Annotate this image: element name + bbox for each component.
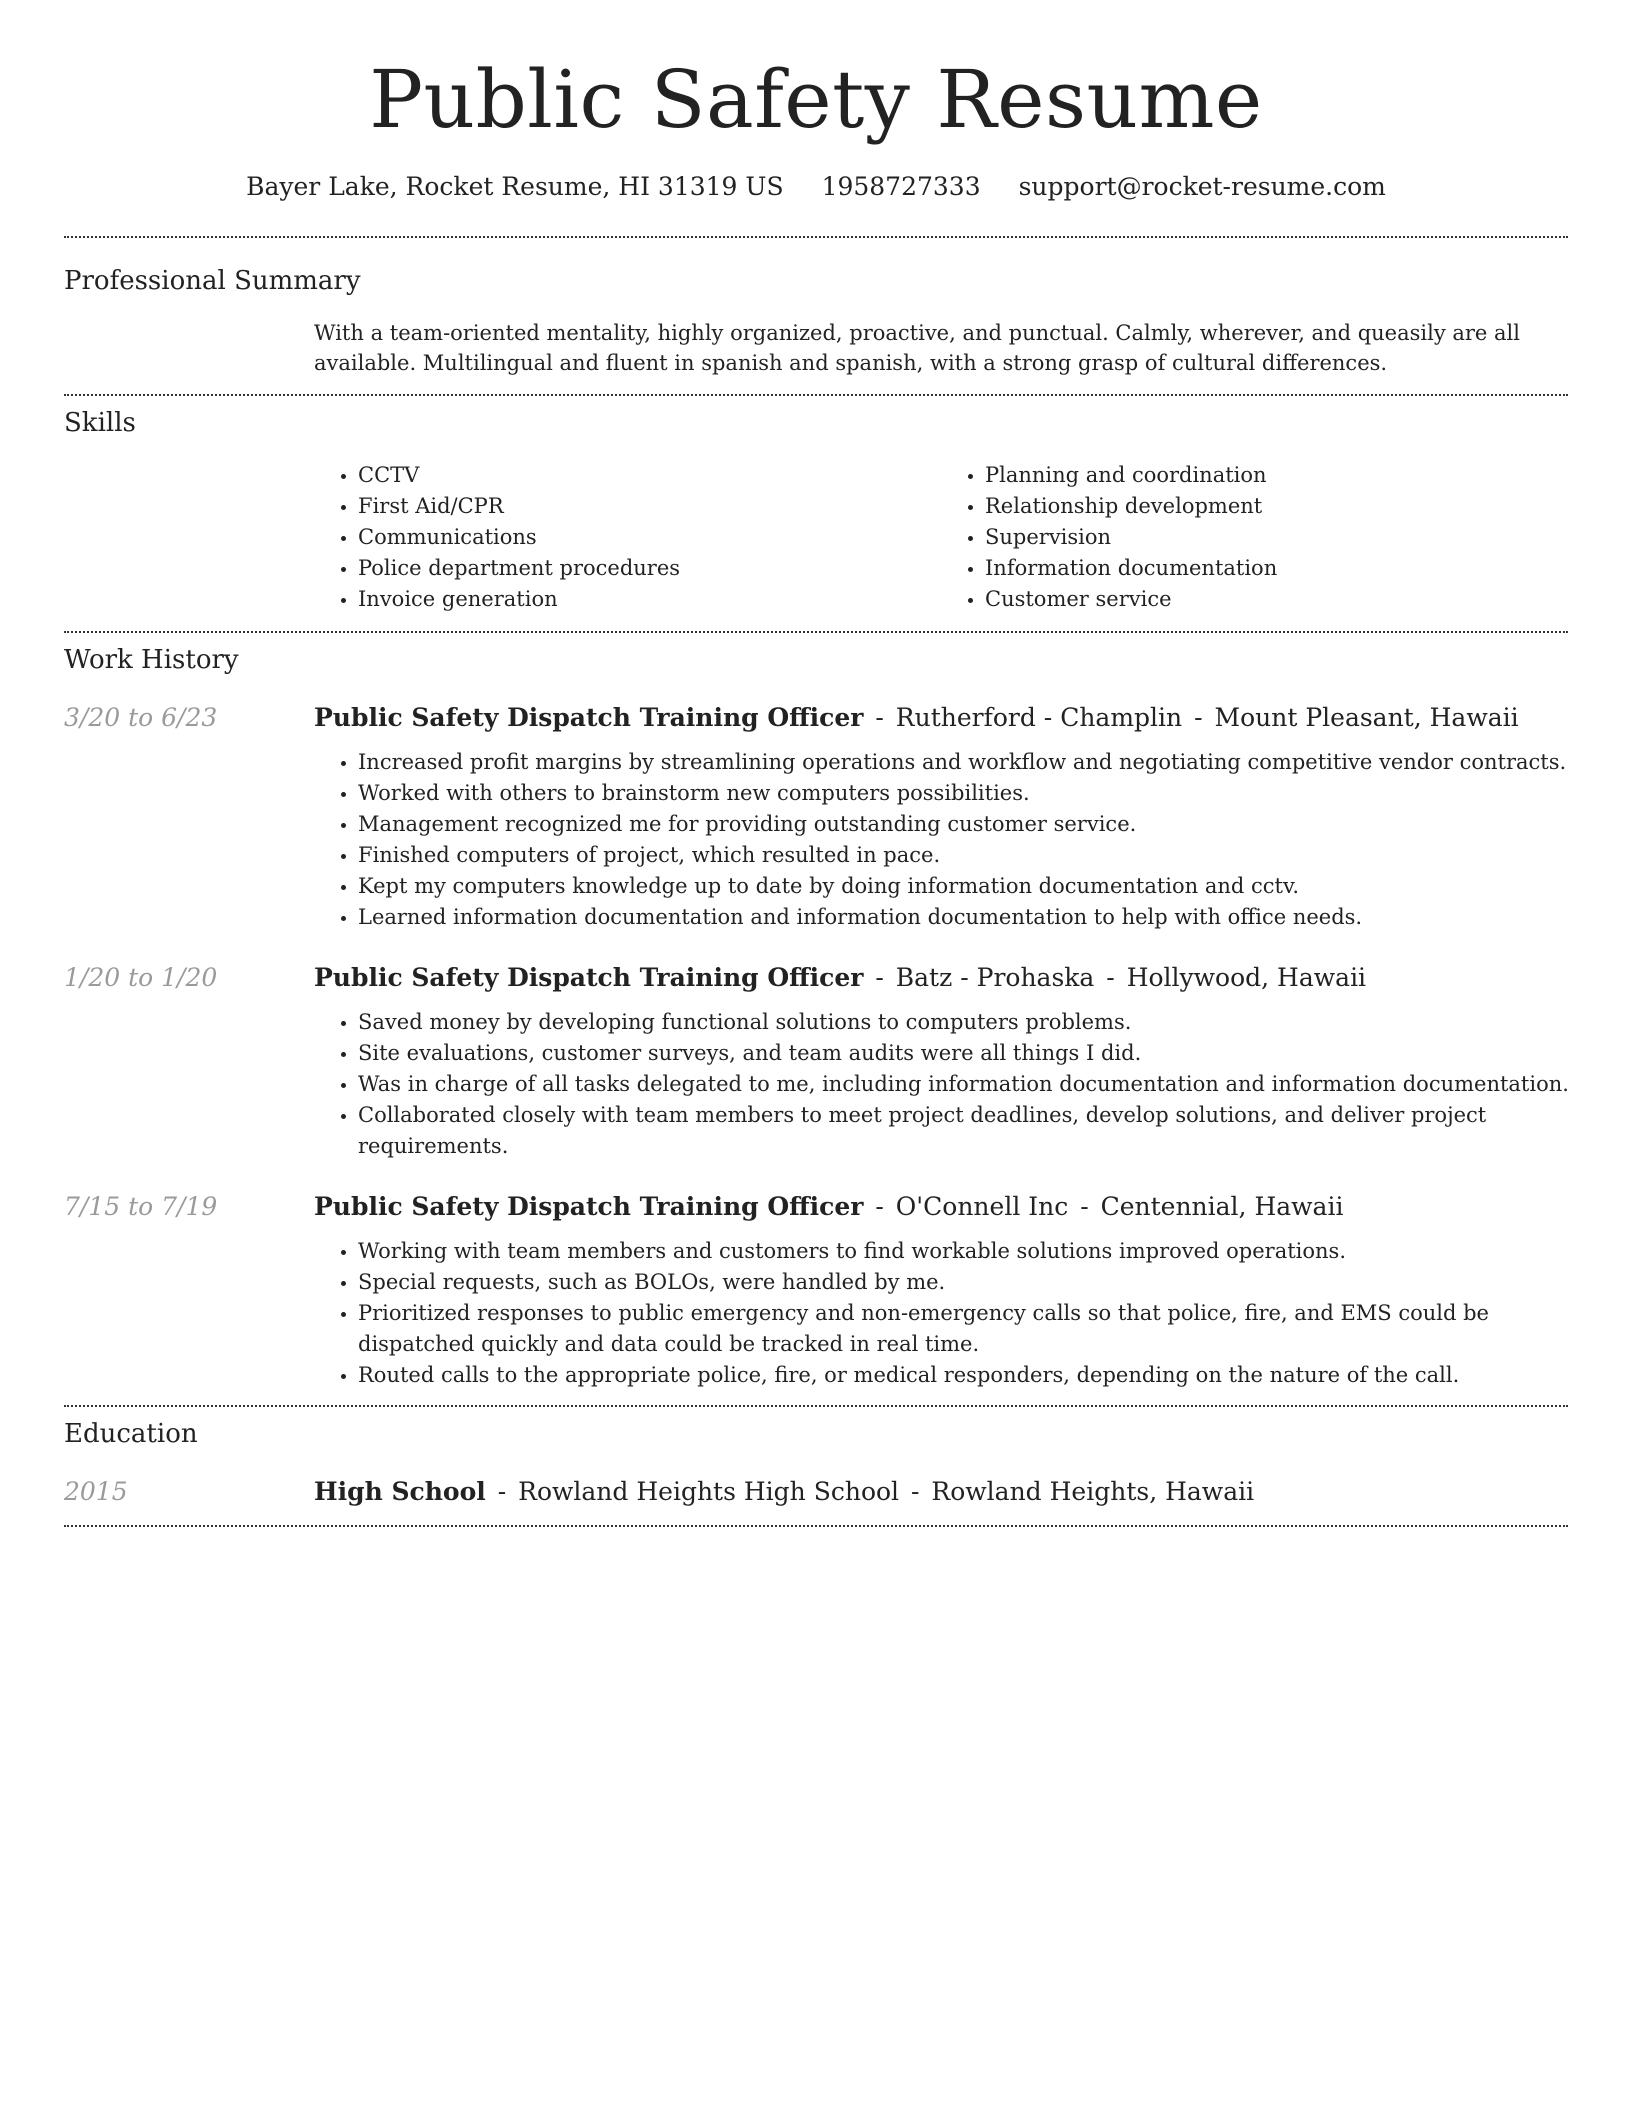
page-title: Public Safety Resume xyxy=(369,53,1263,146)
summary-text: With a team-oriented mentality, highly organized, proactive, and punctual. Calmly, wherever, and queasily are all available. Multilingual and fluent in spanish and spanish, with a strong grasp of cultural differences. xyxy=(314,321,1520,375)
education-degree: High School xyxy=(314,1477,486,1506)
skills-list-right xyxy=(941,460,1568,615)
job-bullet: • Special requests, such as BOLOs, were handled by me. xyxy=(358,1267,1612,1298)
skill-item: • First Aid/CPR xyxy=(358,491,941,522)
job-heading: Public Safety Dispatch Training Officer - Rutherford - Champlin - Mount Pleasant, Hawaii xyxy=(314,703,1519,732)
job-bullet: • Site evaluations, customer surveys, and team audits were all things I did. xyxy=(358,1038,1612,1069)
job-bullet: • Saved money by developing functional solutions to computers problems. xyxy=(358,1007,1612,1038)
skill-item: • CCTV xyxy=(358,460,941,491)
job-bullets xyxy=(314,1236,1612,1391)
skills-list-left xyxy=(314,460,941,615)
job-bullet: • Worked with others to brainstorm new computers possibilities. xyxy=(358,778,1612,809)
job-entry xyxy=(64,1190,1568,1391)
resume-page xyxy=(64,0,1568,1527)
contact-line xyxy=(64,170,1568,204)
job-bullet: • Routed calls to the appropriate police, fire, or medical responders, depending on the nature of the call. xyxy=(358,1360,1612,1391)
job-location: Mount Pleasant, Hawaii xyxy=(1214,703,1519,732)
phone: 1958727333 xyxy=(821,172,981,201)
job-bullet: • Prioritized responses to public emergency and non-emergency calls so that police, fire, and EMS could be dispatched quickly and data could be tracked in real time. xyxy=(358,1298,1612,1360)
job-company: Rutherford - Champlin xyxy=(895,703,1183,732)
job-heading: Public Safety Dispatch Training Officer - Batz - Prohaska - Hollywood, Hawaii xyxy=(314,963,1367,992)
skill-item: • Relationship development xyxy=(985,491,1568,522)
section-title-skills: Skills xyxy=(64,408,136,438)
job-role: Public Safety Dispatch Training Officer xyxy=(314,1192,864,1221)
email: support@rocket-resume.com xyxy=(1018,172,1386,201)
job-bullet: • Finished computers of project, which resulted in pace. xyxy=(358,840,1612,871)
section-title-education: Education xyxy=(64,1419,198,1449)
job-dates: 1/20 to 1/20 xyxy=(64,963,218,992)
skill-item: • Planning and coordination xyxy=(985,460,1568,491)
job-location: Hollywood, Hawaii xyxy=(1126,963,1367,992)
job-heading: Public Safety Dispatch Training Officer - O'Connell Inc - Centennial, Hawaii xyxy=(314,1192,1344,1221)
job-bullet: • Working with team members and customers to find workable solutions improved operations. xyxy=(358,1236,1612,1267)
skills-section xyxy=(64,396,1568,631)
address: Bayer Lake, Rocket Resume, HI 31319 US xyxy=(246,172,784,201)
job-role: Public Safety Dispatch Training Officer xyxy=(314,963,864,992)
skills-grid xyxy=(314,460,1568,615)
skill-item: • Supervision xyxy=(985,522,1568,553)
job-company: Batz - Prohaska xyxy=(895,963,1095,992)
job-dates: 7/15 to 7/19 xyxy=(64,1192,218,1221)
job-entry xyxy=(64,961,1568,1162)
job-dates: 3/20 to 6/23 xyxy=(64,703,218,732)
job-bullet: • Collaborated closely with team members to meet project deadlines, develop solutions, and deliver project requirements. xyxy=(358,1100,1612,1162)
job-bullet: • Kept my computers knowledge up to date by doing information documentation and cctv. xyxy=(358,871,1612,902)
job-bullets xyxy=(314,747,1612,933)
work-history-section xyxy=(64,633,1568,1405)
education-location: Rowland Heights, Hawaii xyxy=(931,1477,1255,1506)
job-bullet: • Learned information documentation and information documentation to help with office needs. xyxy=(358,902,1612,933)
job-bullet: • Increased profit margins by streamlining operations and workflow and negotiating competitive vendor contracts. xyxy=(358,747,1612,778)
job-entry xyxy=(64,701,1568,933)
job-bullets xyxy=(314,1007,1612,1162)
job-role: Public Safety Dispatch Training Officer xyxy=(314,703,864,732)
skill-item: • Information documentation xyxy=(985,553,1568,584)
section-title-work: Work History xyxy=(64,645,239,675)
divider xyxy=(64,1525,1568,1527)
job-bullet: • Was in charge of all tasks delegated to me, including information documentation and information documentation. xyxy=(358,1069,1612,1100)
skill-item: • Police department procedures xyxy=(358,553,941,584)
skill-item: • Invoice generation xyxy=(358,584,941,615)
job-company: O'Connell Inc xyxy=(895,1192,1069,1221)
skill-item: • Customer service xyxy=(985,584,1568,615)
summary-section xyxy=(64,238,1568,394)
job-location: Centennial, Hawaii xyxy=(1100,1192,1344,1221)
section-title-summary: Professional Summary xyxy=(64,266,361,296)
skill-item: • Communications xyxy=(358,522,941,553)
education-year: 2015 xyxy=(64,1477,128,1506)
job-bullet: • Management recognized me for providing outstanding customer service. xyxy=(358,809,1612,840)
education-heading: High School - Rowland Heights High School - Rowland Heights, Hawaii xyxy=(314,1477,1255,1506)
education-section xyxy=(64,1407,1568,1525)
education-school: Rowland Heights High School xyxy=(518,1477,900,1506)
